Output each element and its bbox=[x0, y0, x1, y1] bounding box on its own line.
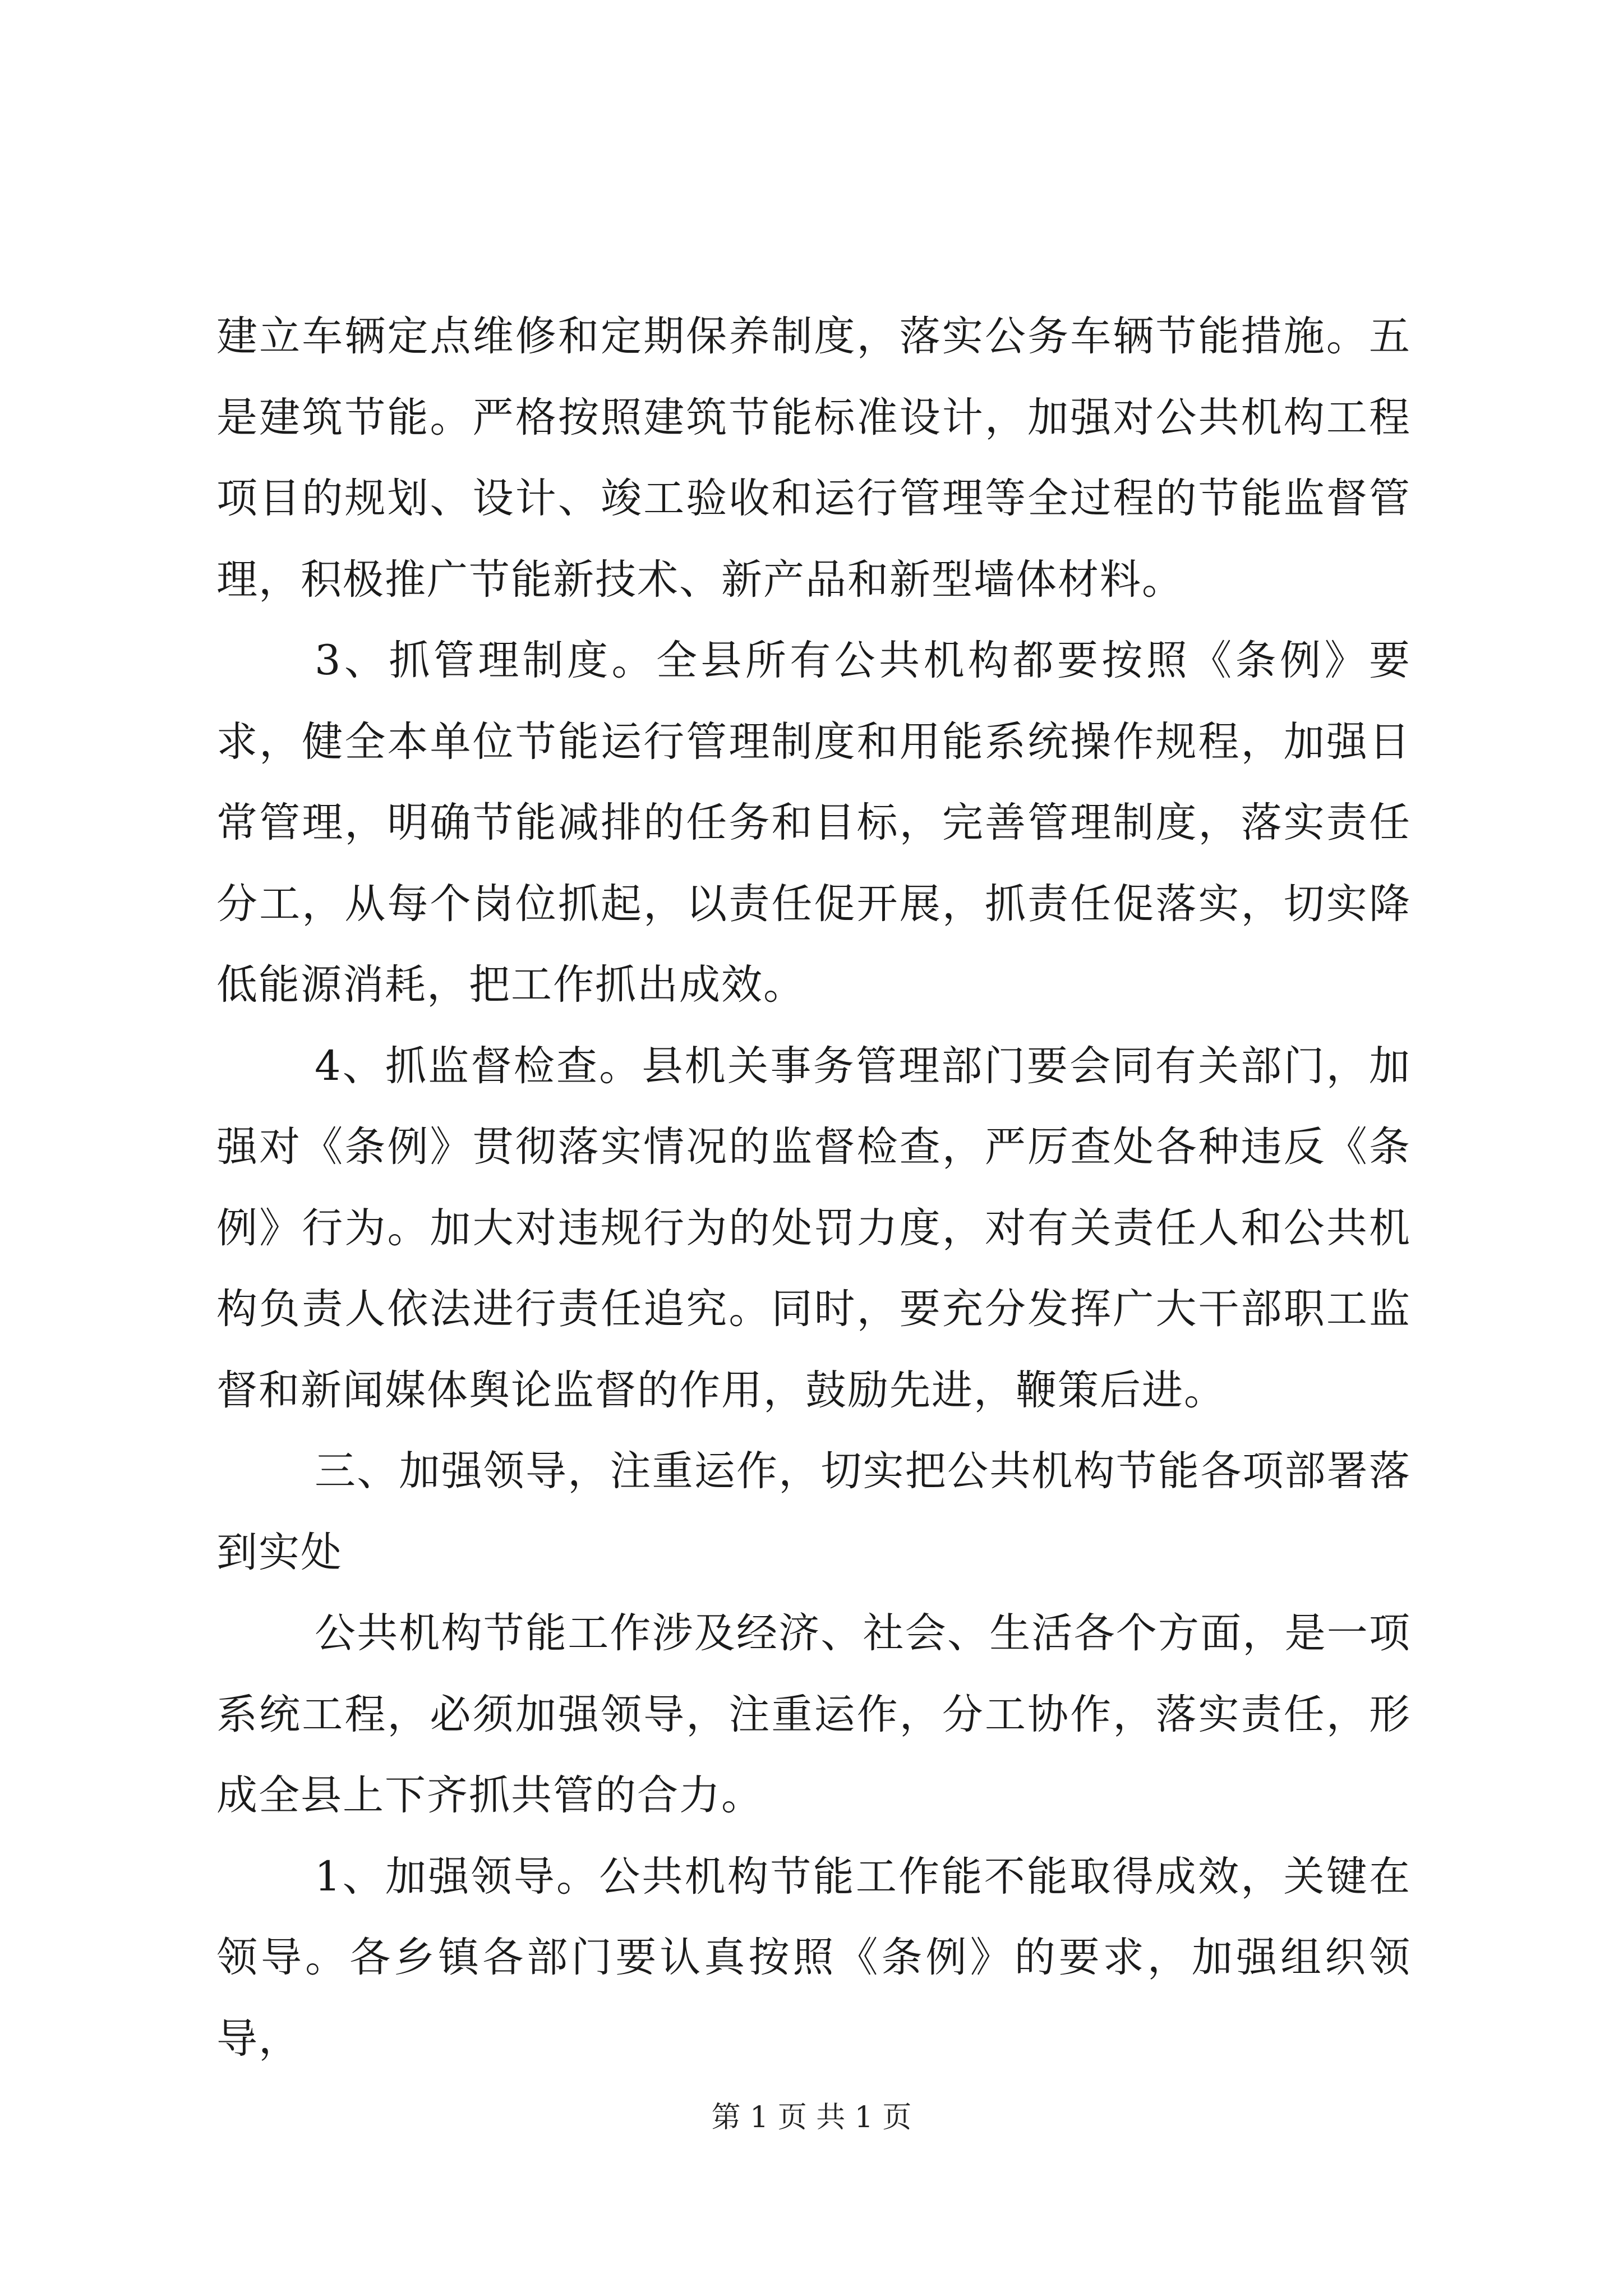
paragraph-vehicle-building-energy: 建立车辆定点维修和定期保养制度，落实公务车辆节能措施。五是建筑节能。严格按照建筑节能标准设计，加强对公共机构工程项目的规划、设计、竣工验收和运行管理等全过程的节能监督管理，积极推广节能新技术、新产品和新型墙体材料。 bbox=[216, 312, 1411, 604]
section-heading-leadership: 三、加强领导，注重运作，切实把公共机构节能各项部署落到实处 bbox=[216, 1447, 1411, 1576]
paragraph-supervision-inspection: 4、抓监督检查。县机关事务管理部门要会同有关部门，加强对《条例》贯彻落实情况的监督检查，严厉查处各种违反《条例》行为。加大对违规行为的处罚力度，对有关责任人和公共机构负责人依法进行责任追究。同时，要充分发挥广大干部职工监督和新闻媒体舆论监督的作用，鼓励先进，鞭策后进。 bbox=[216, 1042, 1411, 1414]
page-number-footer: 第 1 页 共 1 页 bbox=[711, 2101, 912, 2134]
paragraph-strengthen-leadership: 1、加强领导。公共机构节能工作能不能取得成效，关键在领导。各乡镇各部门要认真按照《条例》的要求，加强组织领导， bbox=[216, 1852, 1411, 2063]
paragraph-systematic-project: 公共机构节能工作涉及经济、社会、生活各个方面，是一项系统工程，必须加强领导，注重运作，分工协作，落实责任，形成全县上下齐抓共管的合力。 bbox=[216, 1609, 1411, 1819]
paragraph-management-system: 3、抓管理制度。全县所有公共机构都要按照《条例》要求，健全本单位节能运行管理制度和用能系统操作规程，加强日常管理，明确节能减排的任务和目标，完善管理制度，落实责任分工，从每个岗位抓起，以责任促开展，抓责任促落实，切实降低能源消耗，把工作抓出成效。 bbox=[216, 637, 1411, 1009]
document-body bbox=[216, 296, 1411, 2079]
